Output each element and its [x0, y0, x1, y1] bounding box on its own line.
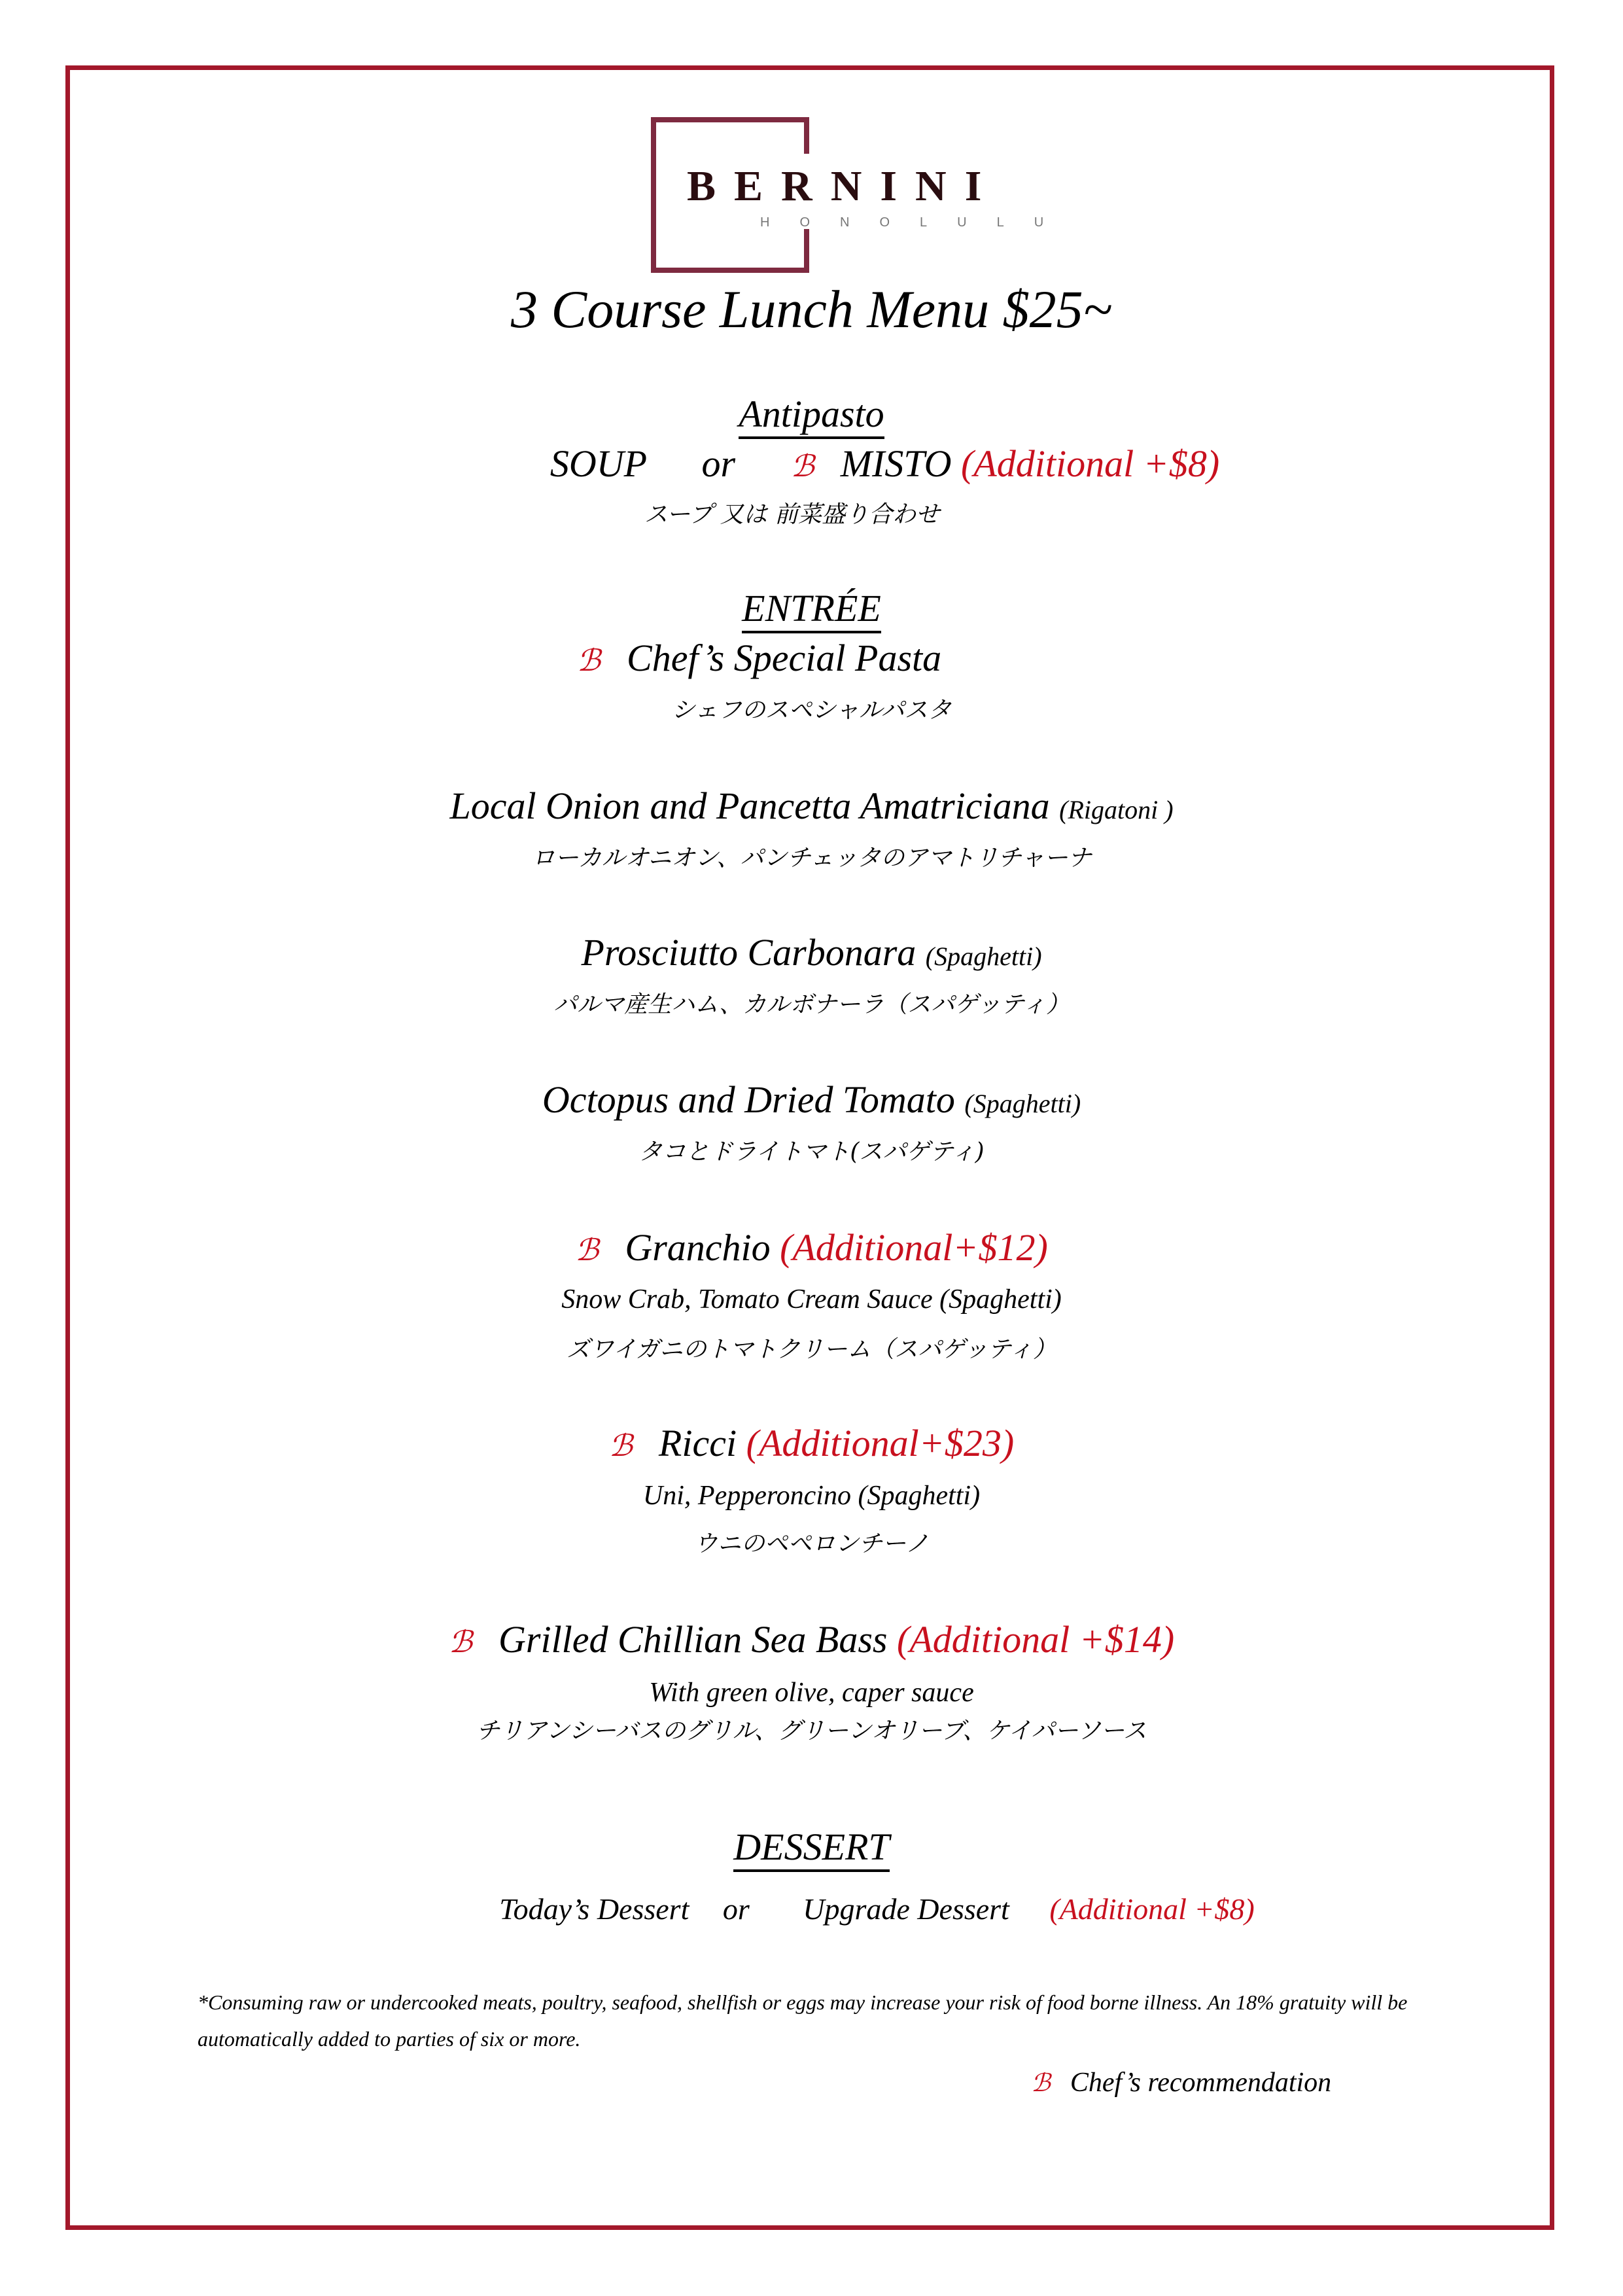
logo-city: HONOLULU — [760, 215, 1074, 230]
antipasto-options — [73, 442, 1623, 486]
item-name: Chef’s Special Pasta — [627, 637, 942, 679]
chef-recommendation-icon: ℬ — [608, 1428, 633, 1463]
item-name: Octopus and Dried Tomato — [542, 1078, 955, 1121]
item-price: (Additional+$12) — [780, 1226, 1048, 1269]
item-name: Ricci — [658, 1422, 737, 1464]
item-jp: シェフのスペシャルパスタ — [671, 697, 952, 724]
or-label: or — [722, 1892, 750, 1926]
menu-item — [0, 1422, 1623, 1466]
item-jp: ローカルオニオン、パンチェッタのアマトリチャーナ — [531, 845, 1092, 872]
item-name: Grilled Chillian Sea Bass — [498, 1618, 888, 1661]
page-title: 3 Course Lunch Menu $25~ — [511, 279, 1112, 339]
dessert-price: (Additional +$8) — [1049, 1892, 1255, 1926]
item-desc: With green olive, caper sauce — [649, 1678, 974, 1708]
legend — [1031, 2066, 1331, 2099]
menu-item — [0, 931, 1623, 975]
dessert-heading: DESSERT — [733, 1826, 889, 1872]
menu-item — [0, 1226, 1623, 1270]
logo-name: BERNINI — [687, 162, 1000, 210]
item-name: Granchio — [625, 1226, 771, 1269]
antipasto-jp: スープ 又は 前菜盛り合わせ — [644, 501, 940, 528]
item-jp: タコとドライトマト(スパゲティ) — [638, 1139, 985, 1165]
item-jp: パルマ産生ハム、カルボナーラ（スパゲッティ） — [553, 991, 1070, 1018]
footnote: *Consuming raw or undercooked meats, poultry, seafood, shellfish or eggs may increase your risk of food borne illness. An 18% gratuity will be automatically added to parties of six or more. — [198, 1990, 1408, 2051]
item-jp: チリアンシーバスのグリル、グリーンオリーブ、ケイパーソース — [476, 1718, 1147, 1744]
or-label: or — [701, 442, 736, 485]
item-jp: ウニのペペロンチーノ — [693, 1530, 930, 1557]
chef-recommendation-icon: ℬ — [576, 643, 601, 678]
option-today-dessert: Today’s Dessert — [499, 1892, 689, 1926]
section-heading-entree — [0, 587, 1623, 631]
menu-item — [0, 1618, 1623, 1662]
option-upgrade-dessert: Upgrade Dessert — [803, 1892, 1009, 1926]
chef-recommendation-icon: ℬ — [790, 448, 814, 484]
dessert-options — [65, 1892, 1623, 1927]
item-note: (Spaghetti) — [964, 1089, 1081, 1118]
item-desc: Snow Crab, Tomato Cream Sauce (Spaghetti) — [561, 1284, 1062, 1315]
section-heading-dessert — [0, 1826, 1623, 1869]
chef-recommendation-icon: ℬ — [448, 1624, 472, 1659]
menu-item — [0, 785, 1623, 828]
menu-item — [0, 1078, 1623, 1122]
item-jp: ズワイガニのトマトクリーム（スパゲッティ） — [567, 1336, 1056, 1363]
entree-heading: ENTRÉE — [742, 587, 881, 633]
section-heading-antipasto — [0, 393, 1623, 436]
chef-recommendation-icon: ℬ — [575, 1232, 599, 1267]
item-name: Prosciutto Carbonara — [581, 931, 916, 974]
misto-price: (Additional +$8) — [960, 442, 1220, 485]
item-note: (Rigatoni ) — [1059, 795, 1174, 824]
item-desc: Uni, Pepperoncino (Spaghetti) — [642, 1481, 981, 1511]
item-note: (Spaghetti) — [925, 942, 1042, 971]
item-price: (Additional+$23) — [746, 1422, 1015, 1464]
legend-label: Chef’s recommendation — [1070, 2068, 1332, 2098]
item-price: (Additional +$14) — [897, 1618, 1175, 1661]
watermark: sirved — [955, 2099, 1319, 2221]
option-soup: SOUP — [550, 442, 646, 485]
menu-item-special — [0, 637, 1571, 680]
option-misto: MISTO — [840, 442, 952, 485]
antipasto-heading: Antipasto — [739, 393, 884, 439]
item-name: Local Onion and Pancetta Amatriciana — [449, 785, 1050, 827]
chef-recommendation-icon: ℬ — [1031, 2068, 1051, 2097]
